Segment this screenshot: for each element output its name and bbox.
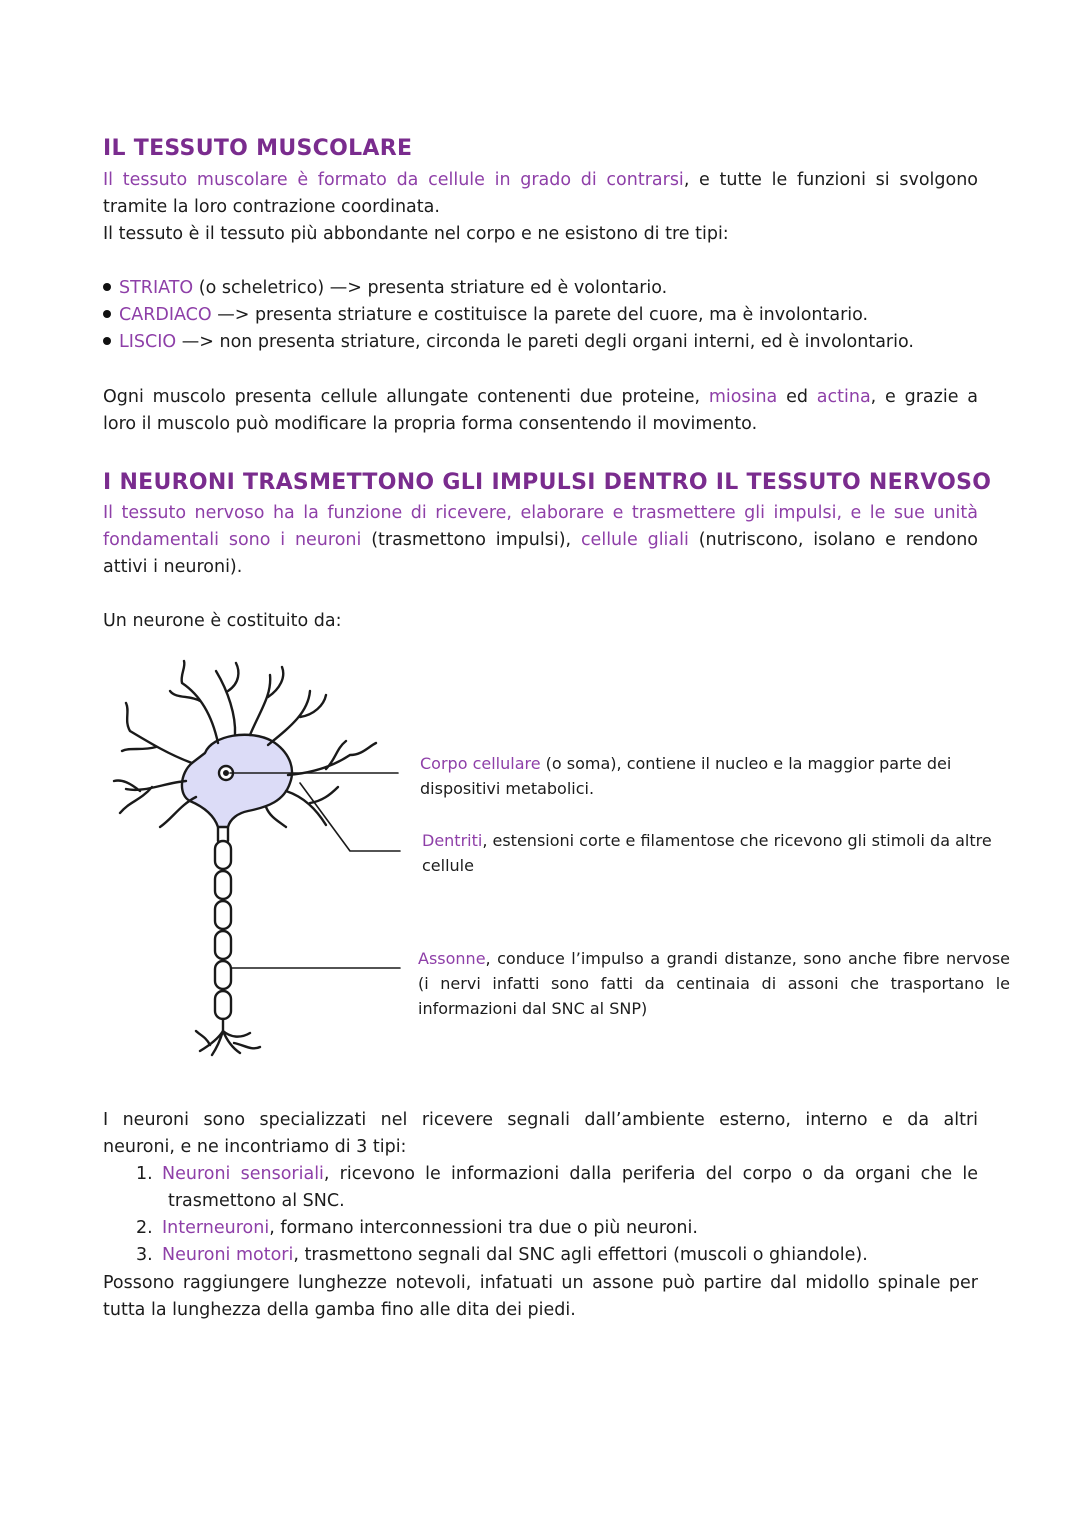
bullet-icon [103,310,111,318]
list-item: 2. Interneuroni, formano interconnessioni tra due o più neuroni. [136,1218,698,1238]
axon-term: Assonne [418,949,486,968]
list-item: CARDIACO —> presenta striature e costituisce la parete del cuore, ma è involontario. [103,302,914,329]
actina-term: actina [816,387,871,407]
muscle-intro-rest: , e tutte le funzioni si svolgono [683,170,979,190]
muscle-proteins-paragraph: Ogni muscolo presenta cellule allungate contenenti due proteine, miosina ed actina, e grazie a loro il muscolo può modificare la propria forma consentendo il movimento. [103,387,978,434]
list-item: STRIATO (o scheletrico) —> presenta striature ed è volontario. [103,275,914,302]
soma-shape [182,735,292,827]
bullet-icon [103,283,111,291]
dendrite-caption: Dentriti, estensioni corte e filamentose che ricevono gli stimoli da altre cellule [422,831,992,875]
nerve-tissue-heading: I NEURONI TRASMETTONO GLI IMPULSI DENTRO IL TESSUTO NERVOSO [103,470,992,495]
neuron-types-list [136,1161,978,1269]
muscle-types-list [103,275,914,356]
neuron-diagram [100,655,420,1060]
muscle-intro-line3: Il tessuto è il tessuto più abbondante nel corpo e ne esistono di tre tipi: [103,224,729,244]
muscle-intro-line2: tramite la loro contrazione coordinata. [103,197,440,217]
soma-caption: Corpo cellulare (o soma), contiene il nucleo e la maggior parte dei dispositivi metabolici. [420,754,952,798]
closing-paragraph: Possono raggiungere lunghezze notevoli, infatuati un assone può partire dal midollo spinale per tutta la lunghezza della gamba fino alle dita dei piedi. [103,1273,978,1320]
list-item: LISCIO —> non presenta striature, circonda le pareti degli organi interni, ed è involontario. [103,329,914,356]
muscle-tissue-heading: IL TESSUTO MUSCOLARE [103,136,413,161]
dendrite-term: Dentriti [422,831,483,850]
nerve-intro-paragraph: Il tessuto nervoso ha la funzione di ricevere, elaborare e trasmettere gli impulsi, e le sue unità fondamentali sono i neuroni (trasmettono impulsi), cellule gliali (nutriscono, isolano e rendono attivi i neuroni). [103,503,978,577]
miosina-term: miosina [708,387,778,407]
muscle-intro-highlight: Il tessuto muscolare è formato da cellule in grado di contrarsi [103,170,684,190]
soma-term: Corpo cellulare [420,754,541,773]
muscle-intro-paragraph [103,167,978,248]
list-item: 1. Neuroni sensoriali, ricevono le informazioni dalla periferia del corpo o da organi che le trasmettono al SNC. [136,1164,978,1211]
bullet-icon [103,337,111,345]
list-item: 3. Neuroni motori, trasmettono segnali dal SNC agli effettori (muscoli o ghiandole). [136,1245,868,1265]
axon-caption: Assonne, conduce l’impulso a grandi distanze, sono anche fibre nervose (i nervi infatti sono fatti da centinaia di assoni che trasportano le informazioni dal SNC al SNP) [418,949,1010,1018]
neuron-types-paragraph: I neuroni sono specializzati nel ricevere segnali dall’ambiente esterno, interno e da altri neuroni, e ne incontriamo di 3 tipi: [103,1110,978,1157]
neuron-intro: Un neurone è costituito da: [103,611,342,631]
